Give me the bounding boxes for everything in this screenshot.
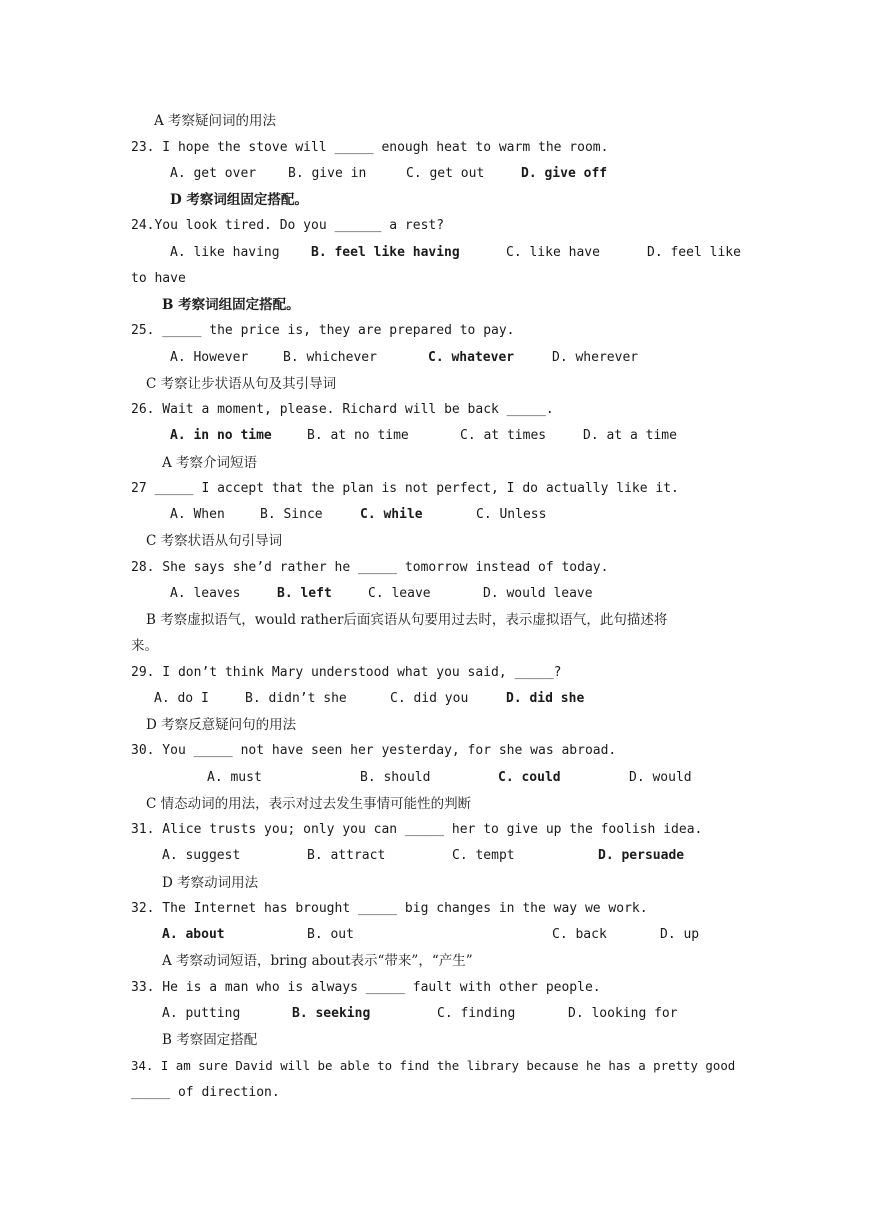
option-a: A. putting: [162, 1006, 241, 1021]
question-stem: 28. She says she’d rather he _____ tomorrow instead of today.: [131, 560, 609, 575]
option-b: B. whichever: [283, 350, 377, 365]
question-stem: 32. The Internet has brought _____ big changes in the way we work.: [131, 901, 648, 916]
answer-note: C 考察状语从句引导词: [146, 533, 283, 549]
option-c: C. at times: [460, 428, 547, 443]
answer-note: A 考察疑问词的用法: [154, 113, 277, 129]
option-a: A. When: [170, 507, 225, 522]
option-c: C. leave: [368, 586, 431, 601]
option-c: C. tempt: [452, 848, 515, 863]
option-d: D. feel like: [647, 245, 741, 260]
option-a: A. However: [170, 350, 249, 365]
answer-note: C 考察让步状语从句及其引导词: [146, 376, 337, 392]
option-a: A. must: [207, 770, 262, 785]
question-stem-continued: _____ of direction.: [131, 1085, 280, 1100]
option-d: D. would leave: [483, 586, 593, 601]
question-stem: 34. I am sure David will be able to find the library because he has a pretty good: [131, 1058, 736, 1073]
option-d: D. wherever: [552, 350, 639, 365]
option-c-correct: C. could: [498, 770, 561, 785]
option-c-correct: C. whatever: [428, 350, 515, 365]
answer-note: B 考察词组固定搭配。: [162, 297, 300, 313]
option-a: A. suggest: [162, 848, 241, 863]
answer-note: D 考察动词用法: [162, 875, 259, 891]
answer-note: D 考察词组固定搭配。: [170, 192, 308, 208]
option-d-continued: to have: [131, 271, 186, 286]
question-stem: 24.You look tired. Do you ______ a rest?: [131, 218, 445, 233]
option-b: B. should: [360, 770, 431, 785]
option-c: C. finding: [437, 1006, 516, 1021]
option-a: A. get over: [170, 166, 257, 181]
option-b-correct: B. left: [277, 586, 332, 601]
option-d: D. looking for: [568, 1006, 678, 1021]
answer-note: B 考察固定搭配: [162, 1032, 258, 1048]
option-b-correct: B. seeking: [292, 1006, 371, 1021]
option-d: C. Unless: [476, 507, 547, 522]
answer-note: A 考察介词短语: [162, 455, 258, 471]
option-c: C. did you: [390, 691, 469, 706]
option-c: C. back: [552, 927, 607, 942]
option-b: B. at no time: [307, 428, 409, 443]
option-a: A. leaves: [170, 586, 241, 601]
option-b: B. out: [307, 927, 354, 942]
answer-note: C 情态动词的用法，表示对过去发生事情可能性的判断: [146, 796, 472, 812]
answer-note-continued: 来。: [131, 638, 158, 654]
option-b: B. give in: [288, 166, 367, 181]
question-stem: 25. _____ the price is, they are prepared to pay.: [131, 323, 515, 338]
option-d-correct: D. give off: [521, 166, 608, 181]
question-stem: 29. I don’t think Mary understood what you said, _____?: [131, 665, 562, 680]
option-b: B. attract: [307, 848, 386, 863]
option-b: B. didn’t she: [245, 691, 347, 706]
answer-note: B 考察虚拟语气，would rather后面宾语从句要用过去时，表示虚拟语气，此句描述将: [146, 612, 668, 628]
option-d: D. at a time: [583, 428, 677, 443]
question-stem: 33. He is a man who is always _____ fault with other people.: [131, 980, 601, 995]
option-c: C. like have: [506, 245, 600, 260]
option-d-correct: D. did she: [506, 691, 585, 706]
option-c: C. get out: [406, 166, 485, 181]
option-b: B. Since: [260, 507, 323, 522]
option-d-correct: D. persuade: [598, 848, 685, 863]
option-c-correct: C. while: [360, 507, 423, 522]
question-stem: 26. Wait a moment, please. Richard will be back _____.: [131, 402, 554, 417]
answer-note: A 考察动词短语，bring about表示“带来”，“产生”: [162, 953, 473, 969]
option-d: D. would: [629, 770, 692, 785]
option-d: D. up: [660, 927, 700, 942]
question-stem: 31. Alice trusts you; only you can _____ her to give up the foolish idea.: [131, 822, 703, 837]
answer-note: D 考察反意疑问句的用法: [146, 717, 297, 733]
option-b-correct: B. feel like having: [311, 245, 460, 260]
question-stem: 27 _____ I accept that the plan is not perfect, I do actually like it.: [131, 481, 679, 496]
question-stem: 30. You _____ not have seen her yesterday, for she was abroad.: [131, 743, 617, 758]
option-a: A. like having: [170, 245, 280, 260]
option-a-correct: A. in no time: [170, 428, 272, 443]
option-a-correct: A. about: [162, 927, 225, 942]
option-a: A. do I: [154, 691, 209, 706]
question-stem: 23. I hope the stove will _____ enough heat to warm the room.: [131, 140, 609, 155]
